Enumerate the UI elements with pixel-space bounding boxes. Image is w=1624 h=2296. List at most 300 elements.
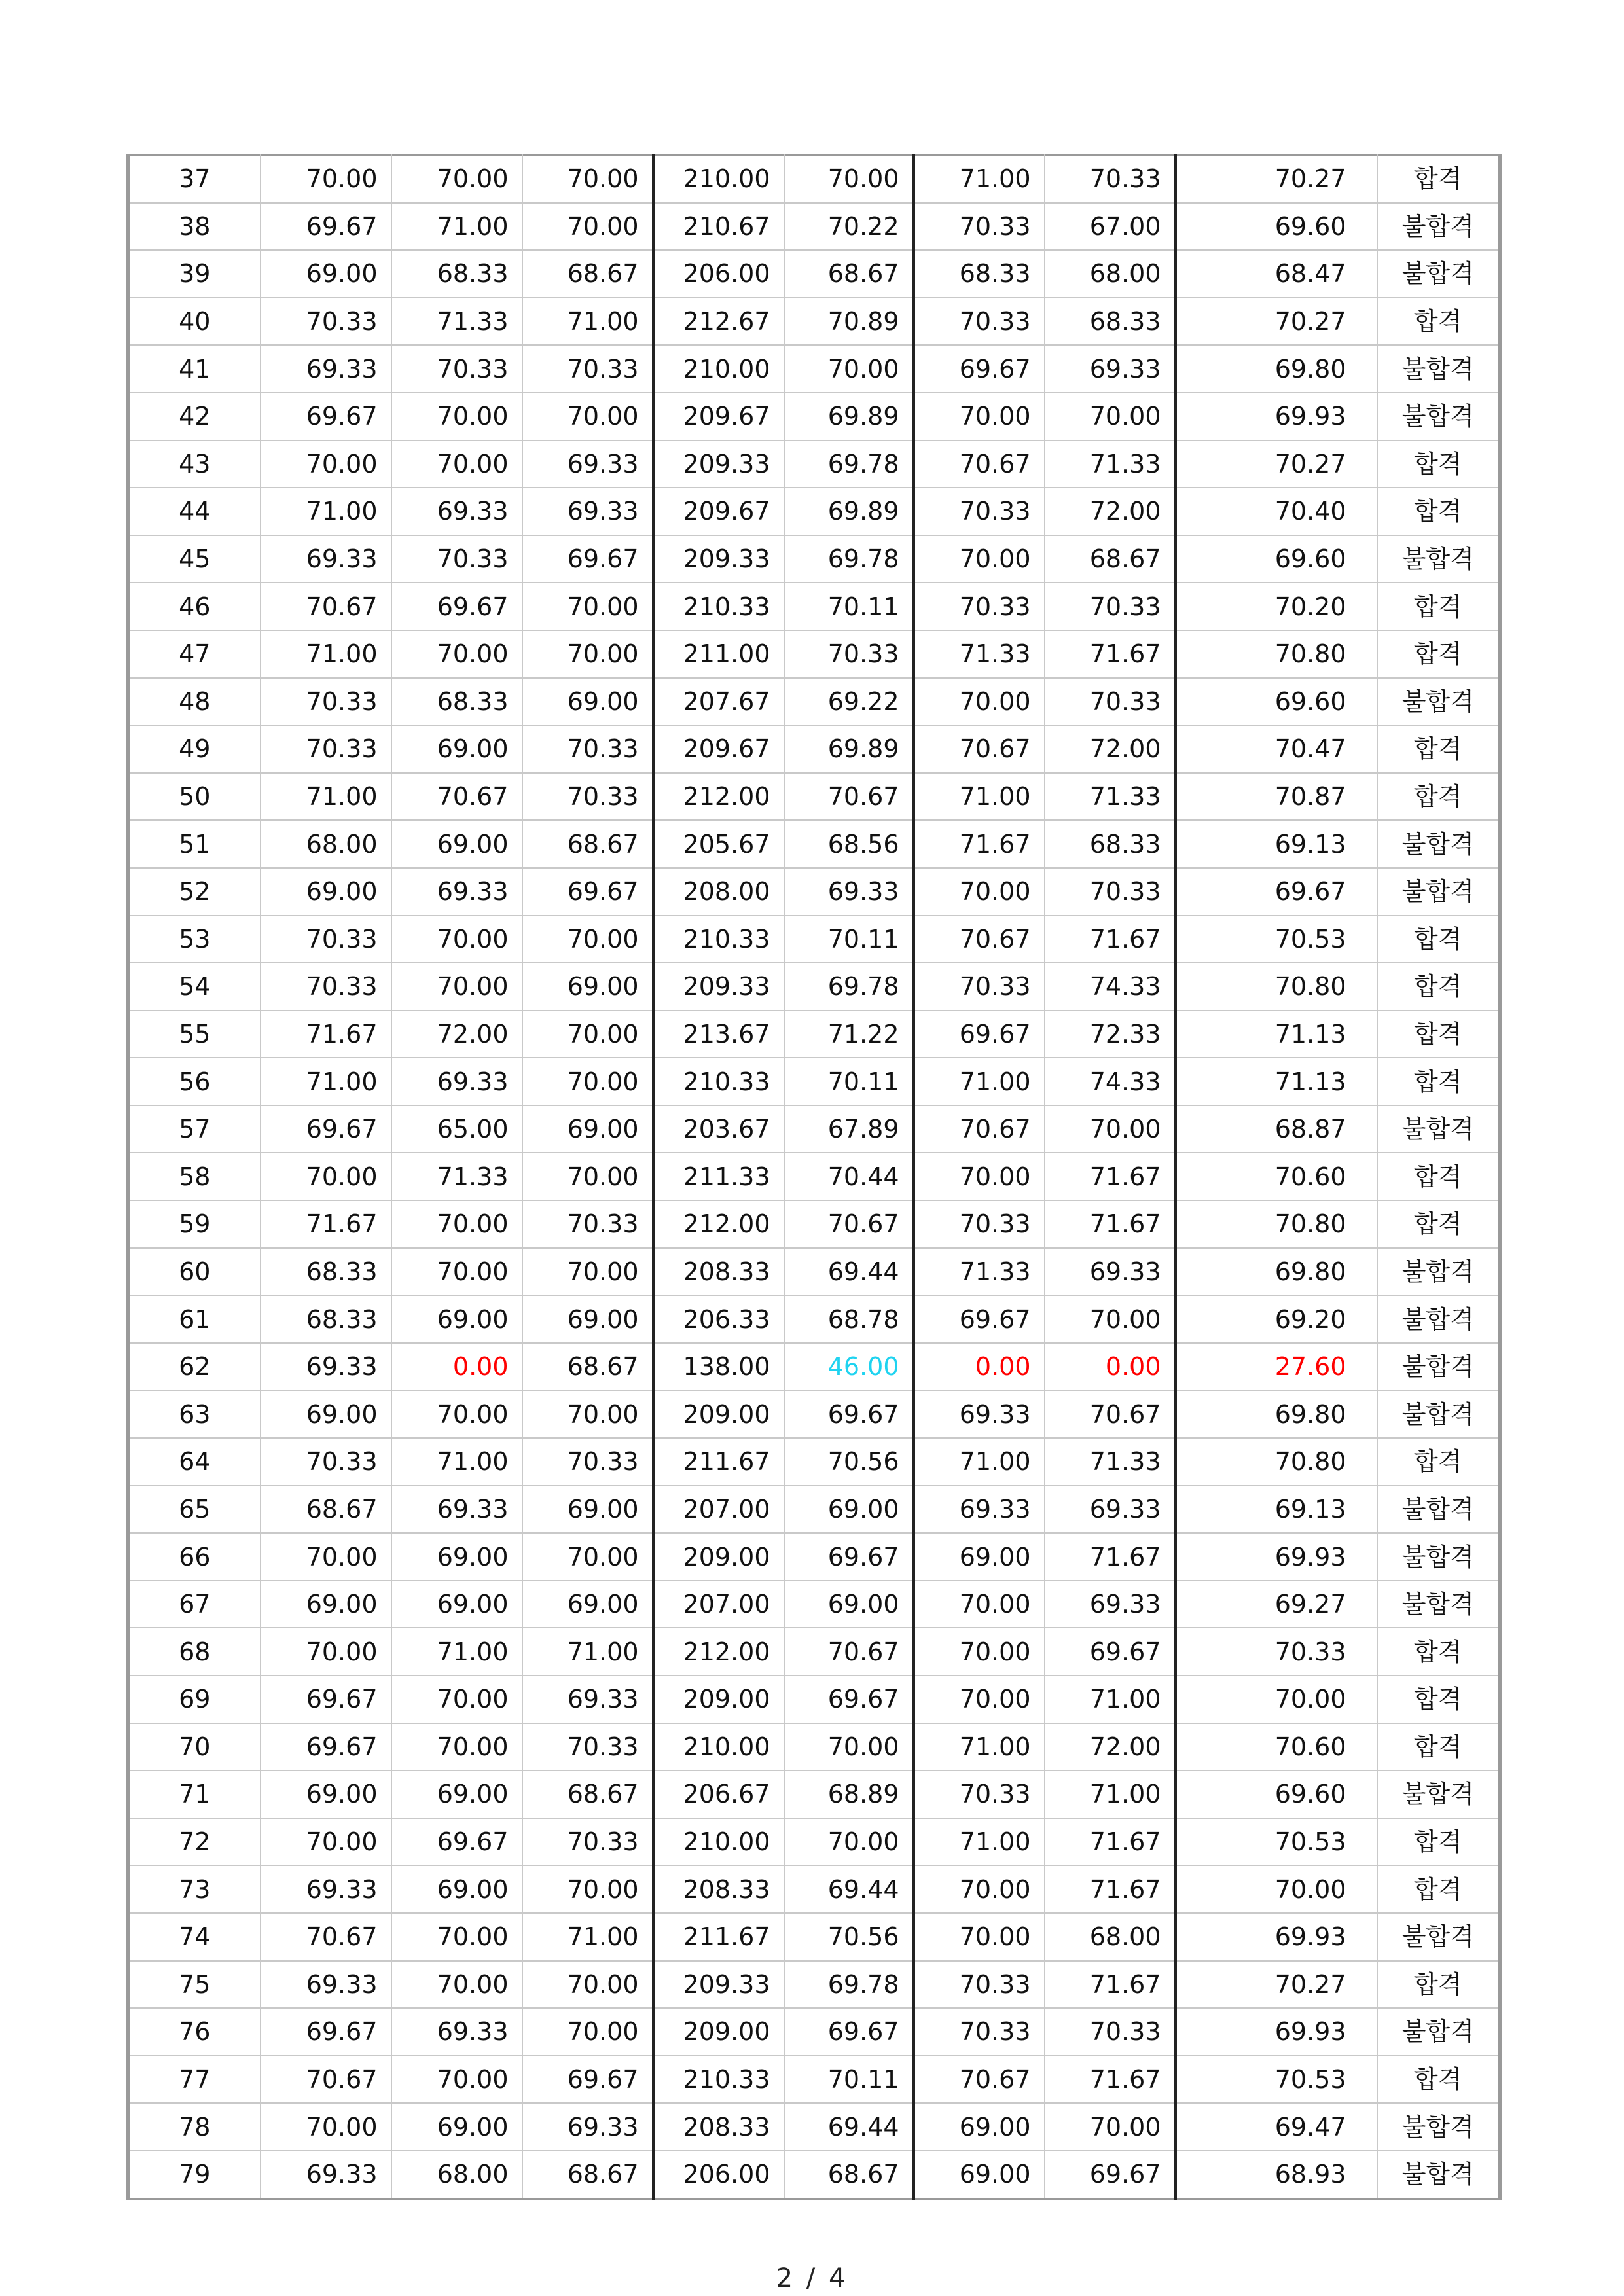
table-row bbox=[128, 250, 1500, 298]
cell-final-average: 70.87 bbox=[1176, 773, 1377, 821]
cell-final-average: 70.00 bbox=[1176, 1865, 1377, 1913]
cell-average-1: 69.33 bbox=[784, 868, 914, 916]
cell-score-1: 70.00 bbox=[261, 2103, 391, 2151]
cell-total: 210.33 bbox=[653, 2056, 784, 2104]
cell-final-average: 69.20 bbox=[1176, 1295, 1377, 1343]
cell-score-1: 70.67 bbox=[261, 1913, 391, 1961]
cell-score-4: 71.67 bbox=[914, 820, 1045, 868]
table-row bbox=[128, 1723, 1500, 1771]
table-row bbox=[128, 725, 1500, 773]
cell-score-2: 69.00 bbox=[391, 1581, 522, 1628]
cell-score-2: 70.00 bbox=[391, 155, 522, 203]
cell-average-1: 70.11 bbox=[784, 916, 914, 963]
cell-score-3: 70.00 bbox=[522, 1248, 653, 1296]
cell-score-1: 70.33 bbox=[261, 678, 391, 726]
cell-final-average: 70.80 bbox=[1176, 963, 1377, 1011]
cell-average-1: 70.00 bbox=[784, 1723, 914, 1771]
cell-score-4: 70.67 bbox=[914, 1105, 1045, 1153]
cell-score-4: 69.33 bbox=[914, 1486, 1045, 1534]
cell-average-1: 69.67 bbox=[784, 1390, 914, 1438]
cell-score-2: 0.00 bbox=[391, 1343, 522, 1391]
cell-score-4: 70.00 bbox=[914, 678, 1045, 726]
cell-score-5: 70.00 bbox=[1045, 393, 1176, 440]
cell-score-5: 68.00 bbox=[1045, 1913, 1176, 1961]
cell-score-5: 71.00 bbox=[1045, 1676, 1176, 1723]
table-row bbox=[128, 488, 1500, 535]
cell-score-4: 70.00 bbox=[914, 868, 1045, 916]
cell-total: 210.33 bbox=[653, 1058, 784, 1105]
table-row bbox=[128, 2103, 1500, 2151]
cell-result: 불합격 bbox=[1377, 2151, 1500, 2198]
table-row bbox=[128, 630, 1500, 678]
cell-average-1: 69.78 bbox=[784, 535, 914, 583]
cell-score-5: 68.00 bbox=[1045, 250, 1176, 298]
cell-score-2: 70.00 bbox=[391, 916, 522, 963]
cell-final-average: 71.13 bbox=[1176, 1058, 1377, 1105]
cell-score-2: 70.00 bbox=[391, 1390, 522, 1438]
cell-score-4: 70.67 bbox=[914, 725, 1045, 773]
cell-number: 48 bbox=[128, 678, 261, 726]
cell-final-average: 70.80 bbox=[1176, 630, 1377, 678]
table-row bbox=[128, 1058, 1500, 1105]
cell-score-4: 70.33 bbox=[914, 1200, 1045, 1248]
cell-score-5: 0.00 bbox=[1045, 1343, 1176, 1391]
cell-average-1: 69.89 bbox=[784, 488, 914, 535]
cell-result: 합격 bbox=[1377, 155, 1500, 203]
cell-number: 69 bbox=[128, 1676, 261, 1723]
cell-average-1: 68.67 bbox=[784, 2151, 914, 2198]
cell-number: 49 bbox=[128, 725, 261, 773]
cell-score-3: 70.00 bbox=[522, 1533, 653, 1581]
cell-score-5: 68.33 bbox=[1045, 820, 1176, 868]
cell-result: 불합격 bbox=[1377, 1770, 1500, 1818]
table-row bbox=[128, 1628, 1500, 1676]
cell-score-4: 70.33 bbox=[914, 963, 1045, 1011]
cell-total: 210.33 bbox=[653, 583, 784, 630]
cell-result: 불합격 bbox=[1377, 820, 1500, 868]
cell-score-5: 69.67 bbox=[1045, 2151, 1176, 2198]
table-row bbox=[128, 155, 1500, 203]
cell-final-average: 71.13 bbox=[1176, 1011, 1377, 1058]
cell-number: 64 bbox=[128, 1438, 261, 1486]
cell-total: 209.67 bbox=[653, 393, 784, 440]
cell-score-1: 69.67 bbox=[261, 203, 391, 251]
table-row bbox=[128, 1105, 1500, 1153]
cell-score-1: 69.67 bbox=[261, 2008, 391, 2056]
cell-score-2: 71.00 bbox=[391, 1628, 522, 1676]
cell-number: 45 bbox=[128, 535, 261, 583]
cell-score-2: 69.00 bbox=[391, 1770, 522, 1818]
cell-score-4: 70.33 bbox=[914, 298, 1045, 346]
cell-score-4: 70.33 bbox=[914, 583, 1045, 630]
cell-number: 65 bbox=[128, 1486, 261, 1534]
cell-total: 211.33 bbox=[653, 1153, 784, 1200]
cell-average-1: 70.11 bbox=[784, 583, 914, 630]
cell-result: 합격 bbox=[1377, 1628, 1500, 1676]
cell-score-1: 69.33 bbox=[261, 1961, 391, 2009]
cell-score-3: 68.67 bbox=[522, 250, 653, 298]
cell-score-5: 71.67 bbox=[1045, 1533, 1176, 1581]
cell-average-1: 70.00 bbox=[784, 155, 914, 203]
cell-average-1: 69.44 bbox=[784, 1865, 914, 1913]
table-row bbox=[128, 393, 1500, 440]
cell-score-4: 69.33 bbox=[914, 1390, 1045, 1438]
cell-score-2: 69.33 bbox=[391, 1058, 522, 1105]
cell-number: 37 bbox=[128, 155, 261, 203]
cell-number: 70 bbox=[128, 1723, 261, 1771]
cell-score-1: 69.00 bbox=[261, 868, 391, 916]
cell-average-1: 70.11 bbox=[784, 1058, 914, 1105]
cell-score-4: 70.00 bbox=[914, 1913, 1045, 1961]
cell-total: 209.00 bbox=[653, 1676, 784, 1723]
cell-score-5: 69.33 bbox=[1045, 1486, 1176, 1534]
cell-number: 66 bbox=[128, 1533, 261, 1581]
cell-score-2: 70.00 bbox=[391, 1676, 522, 1723]
cell-final-average: 70.00 bbox=[1176, 1676, 1377, 1723]
cell-score-4: 71.00 bbox=[914, 155, 1045, 203]
cell-average-1: 69.67 bbox=[784, 1533, 914, 1581]
cell-score-4: 70.00 bbox=[914, 1676, 1045, 1723]
cell-score-3: 69.00 bbox=[522, 1295, 653, 1343]
cell-score-3: 70.33 bbox=[522, 1818, 653, 1866]
table-row bbox=[128, 2056, 1500, 2104]
cell-score-2: 69.00 bbox=[391, 1295, 522, 1343]
cell-average-1: 69.67 bbox=[784, 1676, 914, 1723]
cell-score-1: 69.00 bbox=[261, 250, 391, 298]
cell-final-average: 70.27 bbox=[1176, 440, 1377, 488]
cell-score-3: 70.00 bbox=[522, 630, 653, 678]
table-row bbox=[128, 440, 1500, 488]
cell-score-2: 69.67 bbox=[391, 1818, 522, 1866]
cell-score-1: 71.67 bbox=[261, 1011, 391, 1058]
cell-score-2: 69.33 bbox=[391, 868, 522, 916]
cell-number: 76 bbox=[128, 2008, 261, 2056]
cell-score-1: 71.00 bbox=[261, 773, 391, 821]
cell-number: 50 bbox=[128, 773, 261, 821]
cell-final-average: 69.60 bbox=[1176, 535, 1377, 583]
cell-score-1: 69.67 bbox=[261, 1676, 391, 1723]
cell-result: 불합격 bbox=[1377, 1295, 1500, 1343]
cell-score-3: 69.33 bbox=[522, 1676, 653, 1723]
cell-score-2: 72.00 bbox=[391, 1011, 522, 1058]
cell-final-average: 70.80 bbox=[1176, 1438, 1377, 1486]
cell-result: 합격 bbox=[1377, 2056, 1500, 2104]
cell-number: 42 bbox=[128, 393, 261, 440]
cell-final-average: 70.27 bbox=[1176, 1961, 1377, 2009]
cell-result: 불합격 bbox=[1377, 345, 1500, 393]
cell-final-average: 69.67 bbox=[1176, 868, 1377, 916]
cell-score-4: 70.00 bbox=[914, 535, 1045, 583]
cell-score-3: 68.67 bbox=[522, 1770, 653, 1818]
cell-score-3: 68.67 bbox=[522, 2151, 653, 2198]
cell-result: 불합격 bbox=[1377, 1486, 1500, 1534]
cell-result: 불합격 bbox=[1377, 203, 1500, 251]
cell-score-5: 74.33 bbox=[1045, 1058, 1176, 1105]
cell-total: 212.67 bbox=[653, 298, 784, 346]
cell-total: 209.00 bbox=[653, 1390, 784, 1438]
cell-total: 207.00 bbox=[653, 1581, 784, 1628]
cell-final-average: 70.60 bbox=[1176, 1723, 1377, 1771]
cell-score-5: 69.33 bbox=[1045, 1248, 1176, 1296]
cell-final-average: 70.80 bbox=[1176, 1200, 1377, 1248]
table-row bbox=[128, 1438, 1500, 1486]
cell-score-2: 70.00 bbox=[391, 1913, 522, 1961]
cell-score-4: 71.33 bbox=[914, 1248, 1045, 1296]
cell-score-5: 70.00 bbox=[1045, 1295, 1176, 1343]
cell-score-1: 70.00 bbox=[261, 440, 391, 488]
cell-average-1: 70.00 bbox=[784, 345, 914, 393]
cell-number: 75 bbox=[128, 1961, 261, 2009]
cell-score-3: 70.33 bbox=[522, 1438, 653, 1486]
cell-score-5: 71.33 bbox=[1045, 440, 1176, 488]
cell-score-1: 69.00 bbox=[261, 1770, 391, 1818]
cell-score-1: 70.00 bbox=[261, 1533, 391, 1581]
cell-number: 54 bbox=[128, 963, 261, 1011]
cell-score-4: 70.33 bbox=[914, 1961, 1045, 2009]
cell-total: 211.00 bbox=[653, 630, 784, 678]
cell-score-3: 69.00 bbox=[522, 1486, 653, 1534]
table-row bbox=[128, 1581, 1500, 1628]
cell-total: 210.00 bbox=[653, 1723, 784, 1771]
cell-score-1: 69.67 bbox=[261, 1723, 391, 1771]
cell-result: 합격 bbox=[1377, 1058, 1500, 1105]
cell-number: 74 bbox=[128, 1913, 261, 1961]
cell-result: 불합격 bbox=[1377, 1343, 1500, 1391]
cell-total: 209.67 bbox=[653, 488, 784, 535]
table-row bbox=[128, 1533, 1500, 1581]
cell-score-4: 69.00 bbox=[914, 2151, 1045, 2198]
cell-final-average: 70.53 bbox=[1176, 1818, 1377, 1866]
cell-result: 불합격 bbox=[1377, 678, 1500, 726]
cell-score-2: 70.00 bbox=[391, 630, 522, 678]
cell-result: 합격 bbox=[1377, 773, 1500, 821]
cell-average-1: 69.00 bbox=[784, 1486, 914, 1534]
cell-score-2: 69.33 bbox=[391, 488, 522, 535]
cell-score-2: 69.00 bbox=[391, 820, 522, 868]
cell-score-3: 69.00 bbox=[522, 963, 653, 1011]
cell-score-5: 71.67 bbox=[1045, 916, 1176, 963]
cell-score-1: 71.67 bbox=[261, 1200, 391, 1248]
cell-result: 불합격 bbox=[1377, 868, 1500, 916]
cell-average-1: 70.56 bbox=[784, 1913, 914, 1961]
cell-score-2: 71.00 bbox=[391, 1438, 522, 1486]
cell-final-average: 27.60 bbox=[1176, 1343, 1377, 1391]
cell-average-1: 69.44 bbox=[784, 2103, 914, 2151]
cell-score-1: 69.67 bbox=[261, 393, 391, 440]
table-row bbox=[128, 583, 1500, 630]
score-table-body bbox=[128, 155, 1500, 2198]
cell-score-2: 69.00 bbox=[391, 1865, 522, 1913]
cell-score-5: 70.33 bbox=[1045, 155, 1176, 203]
cell-score-5: 72.00 bbox=[1045, 488, 1176, 535]
cell-score-3: 70.33 bbox=[522, 725, 653, 773]
cell-result: 합격 bbox=[1377, 1200, 1500, 1248]
cell-number: 46 bbox=[128, 583, 261, 630]
cell-score-3: 70.33 bbox=[522, 345, 653, 393]
cell-score-3: 68.67 bbox=[522, 820, 653, 868]
cell-total: 206.00 bbox=[653, 250, 784, 298]
cell-total: 209.33 bbox=[653, 440, 784, 488]
cell-average-1: 69.44 bbox=[784, 1248, 914, 1296]
cell-average-1: 46.00 bbox=[784, 1343, 914, 1391]
cell-result: 불합격 bbox=[1377, 2008, 1500, 2056]
cell-average-1: 70.67 bbox=[784, 1628, 914, 1676]
cell-score-4: 69.67 bbox=[914, 1295, 1045, 1343]
table-row bbox=[128, 1770, 1500, 1818]
cell-result: 불합격 bbox=[1377, 1248, 1500, 1296]
cell-number: 67 bbox=[128, 1581, 261, 1628]
cell-score-2: 70.33 bbox=[391, 535, 522, 583]
cell-average-1: 70.33 bbox=[784, 630, 914, 678]
cell-total: 212.00 bbox=[653, 773, 784, 821]
cell-total: 212.00 bbox=[653, 1628, 784, 1676]
cell-total: 203.67 bbox=[653, 1105, 784, 1153]
cell-score-1: 68.00 bbox=[261, 820, 391, 868]
cell-score-5: 71.67 bbox=[1045, 1153, 1176, 1200]
cell-total: 209.33 bbox=[653, 535, 784, 583]
cell-final-average: 69.93 bbox=[1176, 393, 1377, 440]
cell-final-average: 70.27 bbox=[1176, 155, 1377, 203]
cell-score-3: 69.67 bbox=[522, 868, 653, 916]
cell-result: 합격 bbox=[1377, 916, 1500, 963]
cell-final-average: 69.60 bbox=[1176, 203, 1377, 251]
cell-total: 206.00 bbox=[653, 2151, 784, 2198]
cell-total: 208.00 bbox=[653, 868, 784, 916]
cell-score-2: 70.67 bbox=[391, 773, 522, 821]
cell-score-1: 70.33 bbox=[261, 916, 391, 963]
cell-average-1: 70.56 bbox=[784, 1438, 914, 1486]
cell-number: 52 bbox=[128, 868, 261, 916]
cell-final-average: 68.47 bbox=[1176, 250, 1377, 298]
cell-number: 39 bbox=[128, 250, 261, 298]
cell-score-2: 68.33 bbox=[391, 250, 522, 298]
cell-result: 합격 bbox=[1377, 488, 1500, 535]
cell-average-1: 69.00 bbox=[784, 1581, 914, 1628]
cell-result: 합격 bbox=[1377, 1818, 1500, 1866]
cell-average-1: 70.89 bbox=[784, 298, 914, 346]
table-row bbox=[128, 1295, 1500, 1343]
cell-number: 38 bbox=[128, 203, 261, 251]
table-row bbox=[128, 820, 1500, 868]
cell-average-1: 70.44 bbox=[784, 1153, 914, 1200]
table-row bbox=[128, 2151, 1500, 2198]
cell-result: 합격 bbox=[1377, 630, 1500, 678]
cell-score-1: 69.33 bbox=[261, 2151, 391, 2198]
cell-total: 209.00 bbox=[653, 2008, 784, 2056]
cell-number: 63 bbox=[128, 1390, 261, 1438]
cell-score-3: 70.00 bbox=[522, 1011, 653, 1058]
cell-score-3: 70.00 bbox=[522, 1153, 653, 1200]
cell-average-1: 71.22 bbox=[784, 1011, 914, 1058]
cell-average-1: 70.11 bbox=[784, 2056, 914, 2104]
cell-score-1: 70.33 bbox=[261, 725, 391, 773]
cell-score-5: 71.67 bbox=[1045, 2056, 1176, 2104]
cell-score-2: 70.00 bbox=[391, 1248, 522, 1296]
cell-score-4: 71.00 bbox=[914, 1438, 1045, 1486]
cell-score-2: 68.33 bbox=[391, 678, 522, 726]
cell-score-3: 69.33 bbox=[522, 488, 653, 535]
cell-score-4: 70.33 bbox=[914, 2008, 1045, 2056]
cell-score-2: 70.00 bbox=[391, 1961, 522, 2009]
cell-score-1: 69.33 bbox=[261, 535, 391, 583]
cell-score-2: 70.00 bbox=[391, 393, 522, 440]
cell-score-4: 71.00 bbox=[914, 773, 1045, 821]
cell-final-average: 69.60 bbox=[1176, 678, 1377, 726]
cell-final-average: 70.53 bbox=[1176, 916, 1377, 963]
cell-number: 57 bbox=[128, 1105, 261, 1153]
table-row bbox=[128, 535, 1500, 583]
cell-score-5: 70.33 bbox=[1045, 2008, 1176, 2056]
cell-final-average: 69.80 bbox=[1176, 345, 1377, 393]
cell-result: 합격 bbox=[1377, 725, 1500, 773]
cell-number: 71 bbox=[128, 1770, 261, 1818]
cell-total: 208.33 bbox=[653, 1248, 784, 1296]
cell-number: 55 bbox=[128, 1011, 261, 1058]
cell-score-2: 69.00 bbox=[391, 1533, 522, 1581]
cell-score-3: 70.33 bbox=[522, 1200, 653, 1248]
cell-score-2: 71.33 bbox=[391, 1153, 522, 1200]
cell-result: 불합격 bbox=[1377, 1913, 1500, 1961]
cell-total: 210.67 bbox=[653, 203, 784, 251]
cell-result: 합격 bbox=[1377, 1676, 1500, 1723]
cell-number: 68 bbox=[128, 1628, 261, 1676]
cell-score-3: 69.00 bbox=[522, 1105, 653, 1153]
cell-score-5: 71.00 bbox=[1045, 1770, 1176, 1818]
table-row bbox=[128, 1390, 1500, 1438]
cell-score-3: 70.00 bbox=[522, 916, 653, 963]
cell-final-average: 69.93 bbox=[1176, 1533, 1377, 1581]
table-row bbox=[128, 1153, 1500, 1200]
table-row bbox=[128, 678, 1500, 726]
cell-score-5: 70.33 bbox=[1045, 868, 1176, 916]
cell-result: 합격 bbox=[1377, 1865, 1500, 1913]
cell-result: 합격 bbox=[1377, 1723, 1500, 1771]
cell-total: 207.00 bbox=[653, 1486, 784, 1534]
cell-score-4: 70.00 bbox=[914, 1865, 1045, 1913]
table-row bbox=[128, 1913, 1500, 1961]
cell-result: 합격 bbox=[1377, 1011, 1500, 1058]
cell-score-5: 71.67 bbox=[1045, 1818, 1176, 1866]
table-row bbox=[128, 345, 1500, 393]
cell-number: 53 bbox=[128, 916, 261, 963]
cell-score-2: 69.00 bbox=[391, 725, 522, 773]
cell-score-3: 70.33 bbox=[522, 1723, 653, 1771]
cell-number: 59 bbox=[128, 1200, 261, 1248]
cell-score-2: 70.00 bbox=[391, 440, 522, 488]
cell-score-4: 68.33 bbox=[914, 250, 1045, 298]
cell-final-average: 70.20 bbox=[1176, 583, 1377, 630]
cell-number: 58 bbox=[128, 1153, 261, 1200]
cell-number: 44 bbox=[128, 488, 261, 535]
cell-average-1: 68.89 bbox=[784, 1770, 914, 1818]
cell-final-average: 68.93 bbox=[1176, 2151, 1377, 2198]
cell-score-2: 71.33 bbox=[391, 298, 522, 346]
cell-score-4: 70.33 bbox=[914, 488, 1045, 535]
table-row bbox=[128, 1865, 1500, 1913]
cell-score-4: 70.00 bbox=[914, 1153, 1045, 1200]
cell-score-4: 69.00 bbox=[914, 2103, 1045, 2151]
cell-average-1: 69.67 bbox=[784, 2008, 914, 2056]
cell-score-2: 69.67 bbox=[391, 583, 522, 630]
cell-total: 209.33 bbox=[653, 963, 784, 1011]
cell-score-1: 70.00 bbox=[261, 1628, 391, 1676]
cell-score-1: 68.33 bbox=[261, 1295, 391, 1343]
cell-score-1: 70.33 bbox=[261, 1438, 391, 1486]
cell-number: 73 bbox=[128, 1865, 261, 1913]
cell-score-4: 69.67 bbox=[914, 1011, 1045, 1058]
cell-score-4: 70.67 bbox=[914, 440, 1045, 488]
cell-final-average: 69.93 bbox=[1176, 2008, 1377, 2056]
